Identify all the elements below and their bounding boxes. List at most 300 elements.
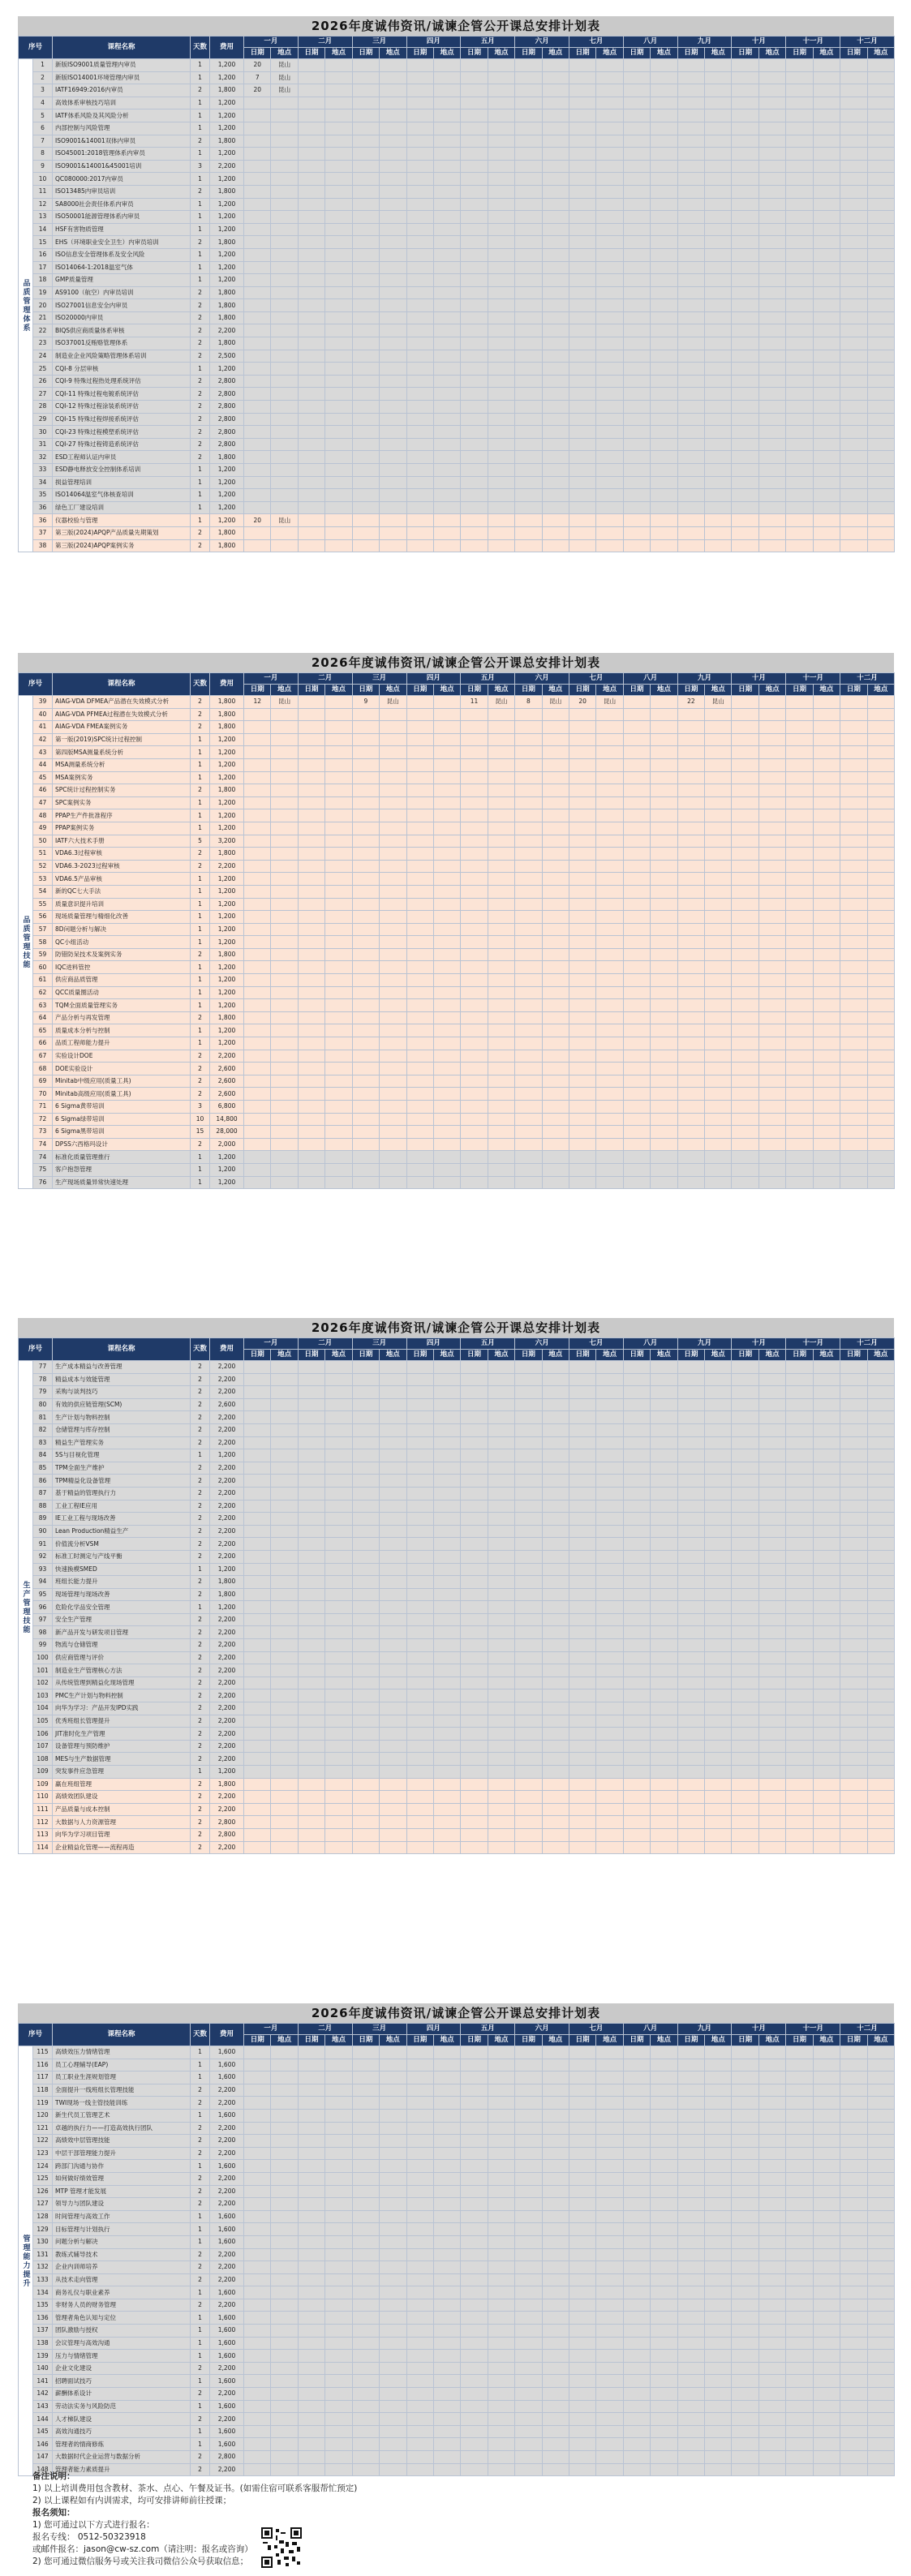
course-no: 66 <box>33 1037 53 1050</box>
session-date <box>732 451 758 464</box>
session-date <box>623 1664 650 1677</box>
session-place <box>596 1651 623 1664</box>
header-days: 天数 <box>191 2024 210 2046</box>
session-place <box>758 2248 785 2261</box>
course-no: 76 <box>33 1176 53 1189</box>
session-place <box>651 413 677 426</box>
session-place <box>433 1063 460 1075</box>
session-place <box>596 160 623 173</box>
session-place <box>758 236 785 249</box>
session-place <box>433 1677 460 1689</box>
session-date <box>623 311 650 324</box>
session-place <box>813 2185 840 2198</box>
session-date <box>515 526 542 539</box>
course-row <box>19 911 895 924</box>
course-fee: 1,800 <box>210 1778 244 1791</box>
session-place <box>433 1601 460 1614</box>
session-place <box>542 223 569 236</box>
session-place <box>705 337 732 350</box>
session-place <box>813 2122 840 2135</box>
session-place <box>271 413 298 426</box>
course-fee: 2,800 <box>210 388 244 401</box>
session-date <box>515 2046 542 2059</box>
session-place <box>758 961 785 974</box>
session-place <box>596 2185 623 2198</box>
session-place <box>380 1651 406 1664</box>
course-name: CQI-12 特殊过程涂装系统评估 <box>53 401 191 414</box>
session-date <box>677 2097 704 2110</box>
session-date <box>677 160 704 173</box>
course-no: 99 <box>33 1639 53 1652</box>
session-date <box>569 2198 595 2211</box>
session-place <box>758 2438 785 2451</box>
session-place <box>380 873 406 886</box>
session-date <box>677 248 704 261</box>
session-date <box>352 464 379 477</box>
course-name: MSA测量系统分析 <box>53 758 191 771</box>
session-place <box>433 1151 460 1164</box>
session-date <box>677 873 704 886</box>
course-no: 72 <box>33 1113 53 1126</box>
header-month: 五月 <box>461 1338 515 1350</box>
session-place <box>867 1702 894 1715</box>
course-no: 13 <box>33 211 53 224</box>
session-date <box>840 1037 867 1050</box>
session-place <box>651 2362 677 2375</box>
session-place <box>542 721 569 734</box>
session-place <box>867 1576 894 1589</box>
session-date <box>244 835 271 848</box>
session-date <box>298 1436 324 1449</box>
session-date <box>461 71 488 84</box>
header-date: 日期 <box>569 685 595 696</box>
session-place <box>380 923 406 936</box>
course-no: 129 <box>33 2223 53 2236</box>
session-place <box>867 2046 894 2059</box>
session-place <box>705 1050 732 1063</box>
session-date <box>623 539 650 552</box>
session-date <box>461 1538 488 1551</box>
course-no: 77 <box>33 1361 53 1374</box>
session-date <box>244 1037 271 1050</box>
course-row <box>19 2210 895 2223</box>
header-place: 地点 <box>488 48 514 59</box>
session-place <box>542 2185 569 2198</box>
session-date <box>406 936 433 949</box>
session-place <box>542 1088 569 1101</box>
session-place <box>867 2147 894 2160</box>
signup-email: 或邮件报名：jason@cw-sz.com（请注明：报名或咨询） <box>32 2544 253 2554</box>
session-date <box>623 451 650 464</box>
session-place <box>705 1113 732 1126</box>
course-row <box>19 2438 895 2451</box>
session-place <box>651 2198 677 2211</box>
session-place <box>325 2185 352 2198</box>
course-days: 1 <box>191 173 210 186</box>
course-days: 1 <box>191 2325 210 2338</box>
session-place <box>542 2337 569 2350</box>
session-place <box>867 696 894 709</box>
session-place <box>651 223 677 236</box>
session-place <box>651 248 677 261</box>
session-date <box>732 489 758 502</box>
session-date <box>352 2046 379 2059</box>
session-place <box>813 1563 840 1576</box>
course-fee: 2,200 <box>210 1728 244 1741</box>
course-name: 现场质量管理与精细化改善 <box>53 911 191 924</box>
session-date <box>786 1163 813 1176</box>
session-date <box>515 236 542 249</box>
session-date <box>515 1163 542 1176</box>
session-date <box>732 1037 758 1050</box>
session-place <box>380 84 406 97</box>
course-days: 2 <box>191 2248 210 2261</box>
session-place <box>433 1778 460 1791</box>
session-place <box>596 848 623 861</box>
session-date <box>352 1525 379 1538</box>
course-row <box>19 696 895 709</box>
session-date <box>461 2135 488 2148</box>
session-place <box>867 2122 894 2135</box>
session-date <box>244 2160 271 2173</box>
course-fee: 1,800 <box>210 1588 244 1601</box>
session-date <box>352 758 379 771</box>
course-name: MTP 管理才能发展 <box>53 2185 191 2198</box>
session-date <box>623 1475 650 1488</box>
session-date <box>840 2388 867 2401</box>
session-place <box>867 1841 894 1854</box>
session-place <box>325 97 352 109</box>
header-month: 十二月 <box>840 36 895 48</box>
header-place: 地点 <box>758 2035 785 2046</box>
session-place <box>488 2299 514 2312</box>
session-place <box>542 1702 569 1715</box>
session-place <box>813 1715 840 1728</box>
course-no: 22 <box>33 324 53 337</box>
session-place <box>813 2135 840 2148</box>
course-fee: 1,200 <box>210 97 244 109</box>
course-name: VDA6.3-2023过程审核 <box>53 860 191 873</box>
session-date <box>298 2223 324 2236</box>
session-date <box>461 1037 488 1050</box>
header-date: 日期 <box>732 685 758 696</box>
session-date <box>786 1803 813 1816</box>
session-date <box>298 109 324 122</box>
session-place <box>325 746 352 759</box>
session-date <box>732 848 758 861</box>
session-place <box>813 1513 840 1526</box>
session-date <box>786 122 813 135</box>
session-date <box>569 2147 595 2160</box>
course-name: 绿色工厂建设培训 <box>53 501 191 514</box>
session-date <box>352 2337 379 2350</box>
session-date <box>352 1550 379 1563</box>
session-date <box>298 1702 324 1715</box>
session-date <box>732 1411 758 1424</box>
session-date <box>352 1436 379 1449</box>
course-row <box>19 2425 895 2438</box>
session-date <box>840 796 867 809</box>
session-place <box>651 696 677 709</box>
session-date <box>623 1740 650 1753</box>
course-fee: 1,200 <box>210 1601 244 1614</box>
session-date <box>623 401 650 414</box>
session-date <box>461 885 488 898</box>
course-days: 1 <box>191 59 210 72</box>
session-date <box>732 148 758 161</box>
session-place <box>758 514 785 527</box>
header-place: 地点 <box>867 48 894 59</box>
session-place <box>380 1563 406 1576</box>
session-date <box>840 2325 867 2338</box>
session-place <box>271 2185 298 2198</box>
session-date <box>244 1601 271 1614</box>
course-no: 26 <box>33 375 53 388</box>
session-date <box>623 1113 650 1126</box>
header-month: 八月 <box>623 1338 677 1350</box>
course-row <box>19 2059 895 2072</box>
session-date <box>298 324 324 337</box>
session-date <box>569 733 595 746</box>
session-date <box>352 1011 379 1024</box>
session-date <box>515 337 542 350</box>
session-place <box>867 1487 894 1500</box>
session-date <box>461 476 488 489</box>
session-date <box>515 1766 542 1779</box>
session-date <box>352 948 379 961</box>
session-date <box>786 337 813 350</box>
session-place <box>380 2172 406 2185</box>
session-place <box>867 809 894 822</box>
header-month: 六月 <box>515 36 569 48</box>
session-place <box>596 1361 623 1374</box>
session-date <box>677 135 704 148</box>
session-place <box>758 1487 785 1500</box>
session-place <box>433 1398 460 1411</box>
session-date <box>298 974 324 987</box>
session-date <box>406 1011 433 1024</box>
course-days: 1 <box>191 1151 210 1164</box>
session-date <box>406 1024 433 1037</box>
session-date <box>840 248 867 261</box>
course-days: 1 <box>191 746 210 759</box>
course-name: TQM全面质量管理实务 <box>53 999 191 1012</box>
session-place <box>758 2059 785 2072</box>
session-place <box>433 97 460 109</box>
session-date <box>515 1778 542 1791</box>
session-date <box>569 198 595 211</box>
session-date <box>244 986 271 999</box>
session-date <box>786 1689 813 1702</box>
session-place <box>433 758 460 771</box>
session-place <box>813 1373 840 1386</box>
session-place <box>380 1626 406 1639</box>
session-date <box>515 1398 542 1411</box>
session-place <box>867 2438 894 2451</box>
course-fee: 2,800 <box>210 426 244 439</box>
session-place <box>813 1500 840 1513</box>
session-place <box>867 375 894 388</box>
session-place <box>433 236 460 249</box>
session-place <box>325 2160 352 2173</box>
session-place <box>542 1500 569 1513</box>
session-place <box>758 2325 785 2338</box>
session-place <box>651 2413 677 2426</box>
session-date <box>786 2185 813 2198</box>
session-place <box>380 1791 406 1804</box>
session-place <box>271 2413 298 2426</box>
session-date <box>786 2438 813 2451</box>
session-date <box>352 2147 379 2160</box>
session-place <box>813 1398 840 1411</box>
session-date <box>840 1677 867 1689</box>
session-place <box>542 324 569 337</box>
header-date: 日期 <box>298 48 324 59</box>
session-date <box>677 1411 704 1424</box>
session-place <box>433 1011 460 1024</box>
session-place <box>867 1740 894 1753</box>
session-place <box>651 1538 677 1551</box>
session-place <box>596 885 623 898</box>
session-place <box>433 1689 460 1702</box>
course-no: 6 <box>33 122 53 135</box>
session-date <box>515 1101 542 1114</box>
session-place <box>651 1024 677 1037</box>
session-place <box>867 796 894 809</box>
session-date <box>515 2084 542 2097</box>
session-place <box>380 1728 406 1741</box>
session-place <box>542 438 569 451</box>
session-place <box>867 2198 894 2211</box>
course-name: SPC案例实务 <box>53 796 191 809</box>
session-place <box>705 464 732 477</box>
session-place <box>488 97 514 109</box>
session-date <box>677 2046 704 2059</box>
session-place <box>867 986 894 999</box>
session-place <box>867 1386 894 1399</box>
session-date <box>677 2160 704 2173</box>
session-date <box>515 1138 542 1151</box>
session-date <box>623 974 650 987</box>
session-date <box>569 1050 595 1063</box>
session-date <box>352 733 379 746</box>
session-place <box>488 451 514 464</box>
session-place <box>651 2248 677 2261</box>
session-date <box>732 784 758 797</box>
session-place <box>488 1024 514 1037</box>
session-place <box>651 135 677 148</box>
session-place <box>271 2325 298 2338</box>
session-place <box>542 1715 569 1728</box>
session-place <box>867 1423 894 1436</box>
session-date <box>677 1513 704 1526</box>
session-place <box>596 211 623 224</box>
session-date <box>298 311 324 324</box>
session-date <box>352 2160 379 2173</box>
session-date <box>461 1138 488 1151</box>
session-place <box>813 84 840 97</box>
session-date <box>461 1024 488 1037</box>
session-place <box>380 2413 406 2426</box>
course-row <box>19 898 895 911</box>
session-place <box>758 758 785 771</box>
session-date <box>840 1163 867 1176</box>
course-name: IATF体系风险及其风险分析 <box>53 109 191 122</box>
session-place <box>325 2388 352 2401</box>
course-days: 2 <box>191 1677 210 1689</box>
session-place <box>651 1101 677 1114</box>
session-date <box>406 1151 433 1164</box>
session-date <box>677 2299 704 2312</box>
course-row <box>19 248 895 261</box>
session-place <box>758 2046 785 2059</box>
session-place <box>380 274 406 287</box>
course-name: IQC进料管控 <box>53 961 191 974</box>
course-no: 139 <box>33 2350 53 2363</box>
session-date <box>786 1361 813 1374</box>
session-date <box>298 413 324 426</box>
session-place <box>651 274 677 287</box>
session-date <box>623 2109 650 2122</box>
session-place <box>867 2451 894 2464</box>
course-days: 1 <box>191 1024 210 1037</box>
session-date <box>244 324 271 337</box>
course-row <box>19 375 895 388</box>
session-place <box>596 1702 623 1715</box>
session-date <box>732 721 758 734</box>
session-place <box>433 1791 460 1804</box>
session-date <box>677 438 704 451</box>
session-date <box>569 84 595 97</box>
session-date <box>840 223 867 236</box>
session-date <box>352 2097 379 2110</box>
course-row <box>19 974 895 987</box>
session-place <box>380 1766 406 1779</box>
session-date <box>244 948 271 961</box>
session-date: 20 <box>244 514 271 527</box>
session-date <box>406 1386 433 1399</box>
header-place: 地点 <box>705 685 732 696</box>
session-place <box>596 923 623 936</box>
session-place <box>651 2312 677 2325</box>
session-place <box>542 885 569 898</box>
course-row <box>19 2325 895 2338</box>
session-place <box>705 223 732 236</box>
session-date <box>406 1702 433 1715</box>
session-place <box>596 721 623 734</box>
session-date <box>786 1513 813 1526</box>
session-date <box>840 1063 867 1075</box>
session-date <box>840 936 867 949</box>
session-date <box>677 223 704 236</box>
course-fee: 1,800 <box>210 299 244 312</box>
session-date <box>515 1386 542 1399</box>
session-date <box>623 464 650 477</box>
session-date <box>352 148 379 161</box>
session-place <box>325 2223 352 2236</box>
session-date <box>515 1462 542 1475</box>
session-place <box>325 2248 352 2261</box>
course-days: 2 <box>191 1550 210 1563</box>
session-date <box>461 1151 488 1164</box>
session-date <box>623 2122 650 2135</box>
session-date <box>244 211 271 224</box>
session-date <box>406 2286 433 2299</box>
session-date <box>406 299 433 312</box>
header-date: 日期 <box>569 2035 595 2046</box>
course-fee: 1,200 <box>210 1563 244 1576</box>
session-place <box>705 426 732 439</box>
